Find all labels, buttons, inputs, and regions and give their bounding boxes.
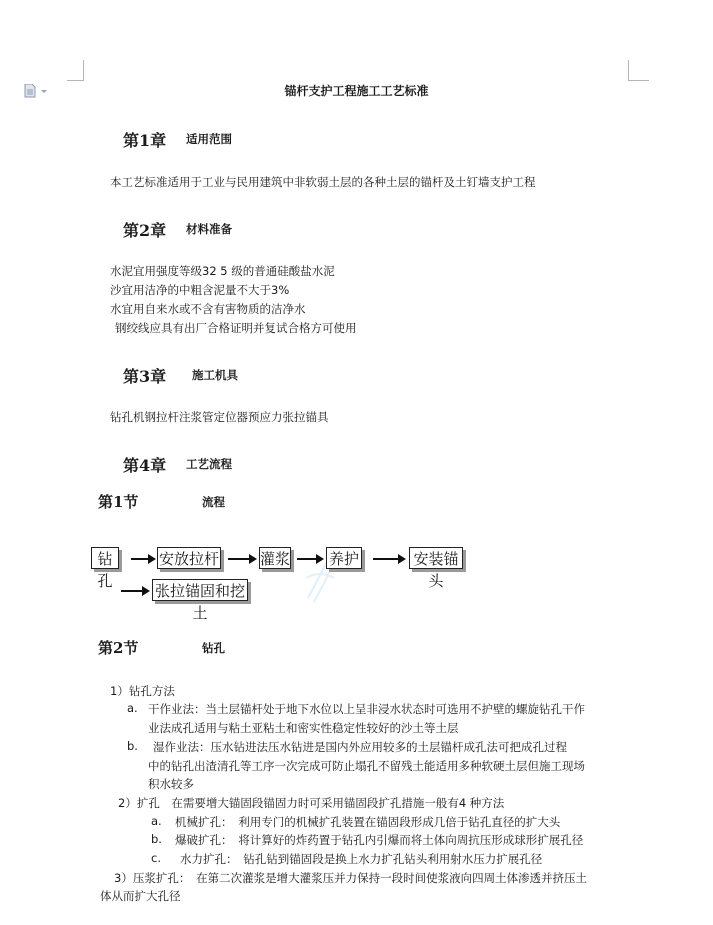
corner-mark-top-right: [628, 60, 649, 81]
chapter-2-number: 第2章: [123, 221, 167, 240]
chapter-4-number: 第4章: [123, 456, 167, 475]
wet-method-line-3: 积水较多: [148, 777, 194, 791]
hydraulic-reaming-label: c.: [151, 851, 161, 865]
flow-arrow-1: [131, 558, 149, 560]
section-2-name: 钻孔: [202, 641, 225, 655]
material-line-1: 水泥宜用强度等级32 5 级的普通硅酸盐水泥: [110, 264, 335, 278]
flow-step-install-head: 安装锚头: [409, 547, 463, 569]
mechanical-reaming-text: 机械扩孔： 利用专门的机械扩孔装置在锚固段形成几倍于钻孔直径的扩大头: [175, 815, 561, 829]
hydraulic-reaming-text: 水力扩孔： 钻孔钻到锚固段是换上水力扩孔钻头利用射水压力扩展孔径: [180, 852, 543, 866]
section-1-number: 第1节: [98, 493, 139, 511]
section-2-number: 第2节: [98, 639, 139, 657]
mechanical-reaming-label: a.: [151, 814, 162, 828]
flow-step-cure: 养护: [326, 547, 362, 569]
flow-arrow-3: [297, 558, 317, 560]
section-1-name: 流程: [202, 495, 225, 509]
flow-step-grout: 灌浆: [259, 547, 291, 569]
wet-method-label: b.: [127, 739, 138, 753]
chapter-3-number: 第3章: [123, 367, 167, 386]
chapter-3-name: 施工机具: [192, 368, 238, 382]
chapter-2-name: 材料准备: [186, 222, 232, 236]
pressure-grout-line-2: 体从而扩大孔径: [100, 889, 181, 903]
material-line-3: 水宜用自来水或不含有害物质的洁净水: [110, 302, 306, 316]
dry-method-label: a.: [127, 701, 138, 715]
flow-step-drill: 钻孔: [91, 547, 119, 569]
corner-mark-top-left: [67, 60, 84, 81]
chapter-1-text: 本工艺标准适用于工业与民用建筑中非软弱土层的各种土层的锚杆及土钉墙支护工程: [110, 175, 536, 189]
dry-method-line-1: 干作业法：当土层锚杆处于地下水位以上呈非浸水状态时可选用不护壁的螺旋钻孔干作: [148, 702, 585, 716]
reaming-title: 2）扩孔 在需要增大锚固段锚固力时可采用锚固段扩孔措施一般有4 种方法: [118, 796, 505, 810]
blast-reaming-label: b.: [151, 832, 162, 846]
wet-method-line-1: 湿作业法：压水钻进法压水钻进是国内外应用较多的土层锚杆成孔法可把成孔过程: [153, 740, 567, 754]
pressure-grout-line-1: 3）压浆扩孔： 在第二次灌浆是增大灌浆压并力保持一段时间使浆液向四周土体渗透并挤压土: [114, 871, 588, 885]
flow-arrow-4: [373, 558, 399, 560]
drill-method-title: 1）钻孔方法: [110, 684, 175, 698]
flow-step-place-rod: 安放拉杆: [157, 547, 221, 569]
wet-method-line-2: 中的钻孔出渣清孔等工序一次完成可防止塌孔不留残土能适用多种软硬土层但施工现场: [148, 759, 585, 773]
chapter-3-text: 钻孔机钢拉杆注浆管定位器预应力张拉锚具: [110, 410, 329, 424]
material-line-4: 钢绞线应具有出厂合格证明并复试合格方可使用: [115, 321, 357, 335]
chapter-1-number: 第1章: [123, 131, 167, 150]
dry-method-line-2: 业法成孔适用与粘土亚粘土和密实性稳定性较好的沙土等土层: [148, 721, 459, 735]
flow-arrow-5: [121, 590, 143, 592]
flow-step-tension-excavate: 张拉锚固和挖土: [152, 579, 248, 601]
blast-reaming-text: 爆破扩孔： 将计算好的炸药置于钻孔内引爆而将土体向周抗压形成球形扩展孔径: [175, 833, 584, 847]
chapter-1-name: 适用范围: [186, 132, 232, 146]
material-line-2: 沙宜用洁净的中粗含泥量不大于3%: [110, 283, 290, 297]
chapter-4-name: 工艺流程: [186, 457, 232, 471]
flow-arrow-2: [228, 558, 250, 560]
document-title: 锚杆支护工程施工工艺标准: [284, 84, 429, 98]
